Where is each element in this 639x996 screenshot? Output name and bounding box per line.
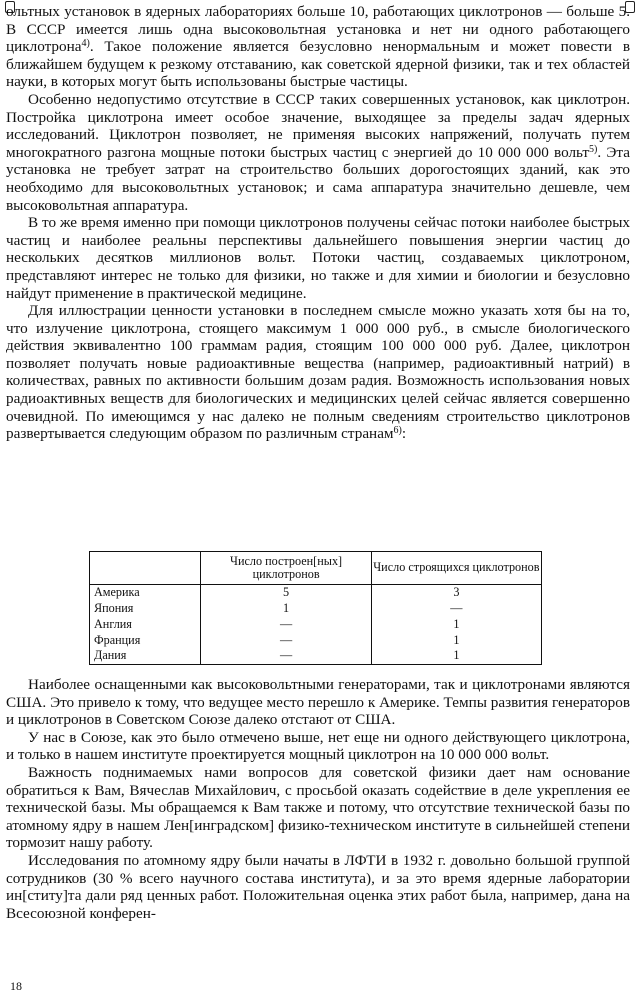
- table-header-country: [90, 552, 201, 585]
- paragraph: Наиболее оснащенными как высоковольтными генераторами, так и циклотронами являются США. Это привело к тому, что ведущее место перешло к Америке. Темпы развития генераторов и циклотронов в Советском Союзе далеко отстают от США.: [6, 676, 630, 729]
- paragraph: Особенно недопустимо отсутствие в СССР таких совершенных установок, как циклотрон. Постройка циклотрона имеет особое значение, выходящее за пределы задач ядерных исследований. Циклотрон позволяет, не применяя высоких напряжений, получать путем многократного разгона мощные потоки быстрых частиц с энергией до 10 000 000 вольт$^{5)}$. Эта установка не требует затрат на строительство больших дорогостоящих зданий, как это необходимо для высоковольтных установок; и сама аппаратура значительно дешевле, чем высоковольтная аппаратура.: [6, 90, 630, 214]
- paragraph: Важность поднимаемых нами вопросов для советской физики дает нам основание обратиться к Вам, Вячеслав Михайлович, с просьбой оказать содействие в деле укрепления ее технической базы. Мы обращаемся к Вам также и потому, что отсутствие технической базы по атомному ядру в нашем Лен[инградском] физико-техническом институте в сильнейшей степени тормозит нашу работу.: [6, 763, 630, 852]
- built-cell: 1: [201, 601, 371, 617]
- built-cell: —: [201, 648, 371, 664]
- page-body-continued: [6, 676, 630, 922]
- country-cell: Америка: [90, 585, 201, 601]
- country-cell: Англия: [90, 617, 201, 633]
- building-cell: 3: [371, 585, 541, 601]
- building-cell: 1: [371, 632, 541, 648]
- building-cell: 1: [371, 648, 541, 664]
- country-cell: Япония: [90, 601, 201, 617]
- paragraph: У нас в Союзе, как это было отмечено выше, нет еще ни одного действующего циклотрона, и только в нашем институте проектируется мощный циклотрон на 10 000 000 вольт.: [6, 728, 630, 764]
- building-cell: 1: [371, 617, 541, 633]
- paragraph: В то же время именно при помощи циклотронов получены сейчас потоки наиболее быстрых частиц и наиболее реальны перспективы дальнейшего повышения энергии частиц до нескольких десятков миллионов вольт. Потоки частиц, создаваемых циклотроном, представляют интерес не только для физики, но также и для химии и биологии и безусловно найдут применение в практической медицине.: [6, 214, 630, 302]
- table-row: [90, 617, 542, 633]
- building-cell: —: [371, 601, 541, 617]
- paragraph: ольтных установок в ядерных лабораториях больше 10, работающих циклотронов — больше 5. В СССР имеется лишь одна высоковольтная установка и нет ни одного работающего циклотрона$^{4)}$. Такое положение является безусловно ненормальным и может повести в ближайшем будущем к резкому отставанию, как советской ядерной физики, так и тех областей науки, в которых могут быть использованы быстрые частицы.: [6, 3, 630, 91]
- built-cell: —: [201, 617, 371, 633]
- country-cell: Франция: [90, 632, 201, 648]
- paragraph: Исследования по атомному ядру были начаты в ЛФТИ в 1932 г. довольно большой группой сотрудников (30 % всего научного состава института), и за это время ядерные лаборатории ин[ститу]та дали ряд ценных работ. Положительная оценка этих работ была, например, дана на Всесоюзной конферен-: [6, 851, 630, 922]
- table-header-built: Число построен[ных] циклотронов: [201, 552, 371, 585]
- table-row: [90, 648, 542, 664]
- table-row: [90, 585, 542, 601]
- table-header-building: Число строящихся циклотронов: [371, 552, 541, 585]
- cyclotron-table: [89, 551, 542, 665]
- paragraph: Для иллюстрации ценности установки в последнем смысле можно указать хотя бы на то, что излучение циклотрона, стоящего максимум 1 000 000 руб., в смысле биологического действия эквивалентно 100 граммам радия, стоящим 100 000 000 руб. Далее, циклотрон позволяет получать новые радиоактивные вещества (например, радиоактивный натрий) в количествах, равных по активности большим дозам радия. Возможность использования новых радиоактивных веществ для биологических и медицинских целей сейчас является совершенно очевидной. По имеющимся у нас далеко не полным сведениям строительство циклотронов развертывается следующим образом по различным странам$^{6)}$:: [6, 302, 630, 443]
- built-cell: —: [201, 632, 371, 648]
- built-cell: 5: [201, 585, 371, 601]
- page-number: 18: [10, 979, 22, 993]
- country-cell: Дания: [90, 648, 201, 664]
- table-row: [90, 601, 542, 617]
- table-row: [90, 632, 542, 648]
- page-body: [6, 0, 630, 443]
